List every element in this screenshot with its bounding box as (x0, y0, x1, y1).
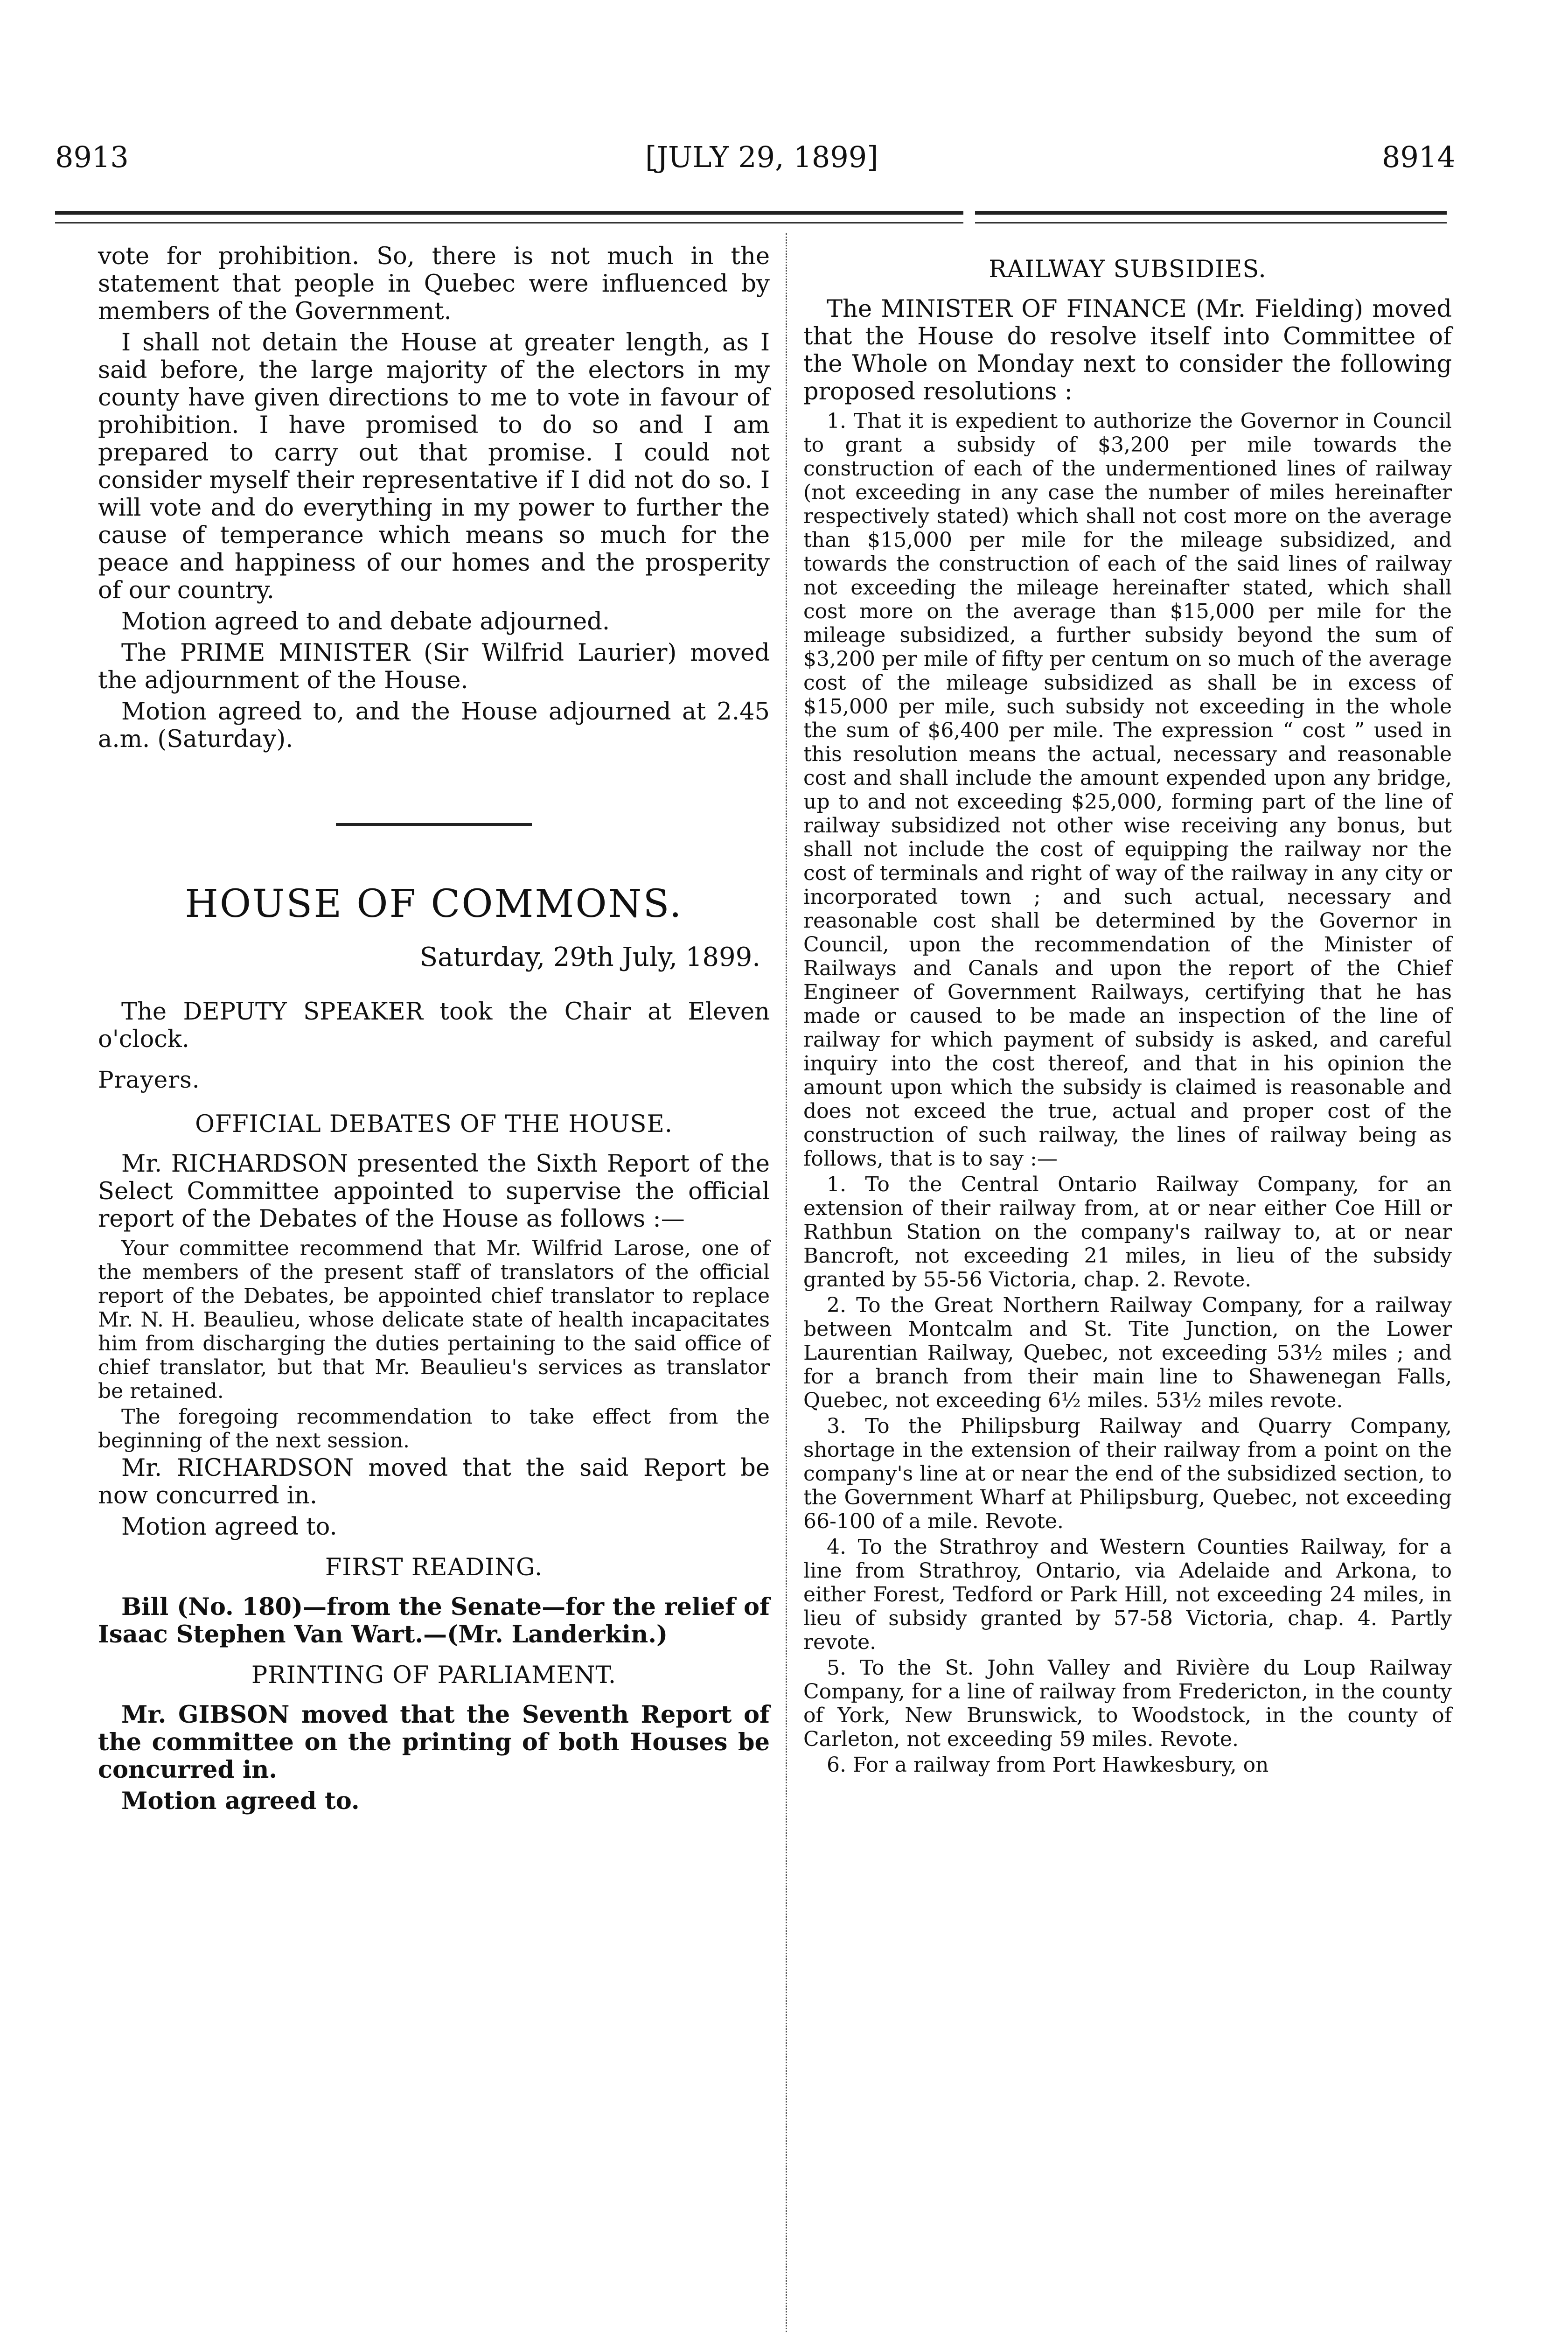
first-reading-heading: FIRST READING. (325, 1554, 543, 1581)
gibson-moved: Mr. GIBSON moved that the Seventh Report of the committee on the printing of both Houses be concurred in. (98, 1701, 770, 1784)
resolution-1: 1. That it is expedient to authorize the Governor in Council to grant a subsidy of $3,200 per mile towards the construction of each of the undermentioned lines of railway (not exceeding in any case the number of miles hereinafter respectively stated) which shall not cost more on the average than $15,000 per mile for the mileage subsidized, and towards the construction of each of the said lines of railway not exceeding the mileage hereinafter stated, which shall cost more on the average than $15,000 per mile for the mileage subsidized, a further subsidy beyond the sum of $3,200 per mile of fifty per centum on so much of the average cost of the mileage subsidized as shall be in excess of $15,000 per mile, such subsidy not exceeding in the whole the sum of $6,400 per mile. The expression “ cost ” used in this resolution means the actual, necessary and reasonable cost and shall include the amount expended upon any bridge, up to and not exceeding $25,000, forming part of the line of railway subsidized not other wise receiving any bonus, but shall not include the cost of equipping the railway nor the cost of terminals and right of way of the railway in any city or incorporated town ; and such actual, necessary and reasonable cost shall be determined by the Governor in Council, upon the recommendation of the Minister of Railways and Canals and upon the report of the Chief Engineer of Government Railways, certifying that he has made or caused to be made an inspection of the line of railway for which payment of subsidy is asked, and careful inquiry into the cost thereof, and that in his opinion the amount upon which the subsidy is claimed is reasonable and does not exceed the true, actual and proper cost of the construction of such railway, the lines of railway being as follows, that is to say :— (803, 409, 1452, 1171)
page-number-left: 8913 (55, 140, 129, 174)
railway-subsidies-heading: RAILWAY SUBSIDIES. (989, 256, 1267, 283)
paragraph-vote-for-prohibition: vote for prohibition. So, there is not much in the statement that people in Quebec were influenced by members of the Government. (98, 243, 770, 325)
left-column (98, 243, 770, 1819)
section-separator (336, 823, 532, 826)
bill-180: Bill (No. 180)—from the Senate—for the relief of Isaac Stephen Van Wart.—(Mr. Landerkin.) (98, 1593, 770, 1648)
page-date: [JULY 29, 1899] (645, 140, 878, 174)
motion-agreed-printing: Motion agreed to. (121, 1787, 360, 1815)
deputy-speaker-chair: The DEPUTY SPEAKER took the Chair at Eleven o'clock. (98, 998, 770, 1053)
railway-item-6: 6. For a railway from Port Hawkesbury, on (827, 1753, 1269, 1777)
motion-debate-adjourned: Motion agreed to and debate adjourned. (121, 608, 610, 636)
paragraph-shall-not-detain: I shall not detain the House at greater length, as I said before, the large majority of the electors in my county have given directions to me to vote in favour of prohibition. I have promised to do so and I am prepared to carry out that promise. I could not consider myself their representative if I did not do so. I will vote and do everything in my power to further the cause of temperance which means so much for the peace and happiness of our homes and the prosperity of our country. (98, 329, 770, 604)
header-rule-left (55, 211, 963, 215)
official-debates-heading: OFFICIAL DEBATES OF THE HOUSE. (195, 1111, 673, 1138)
column-divider (786, 233, 787, 2333)
richardson-presented-report: Mr. RICHARDSON presented the Sixth Report of the Select Committee appointed to supervise the official report of the Debates of the House as follows :— (98, 1150, 770, 1233)
minister-of-finance-moved: The MINISTER OF FINANCE (Mr. Fielding) moved that the House do resolve itself into Committee of the Whole on Monday next to consider the following proposed resolutions : (803, 295, 1452, 405)
railway-item-1: 1. To the Central Ontario Railway Company, for an extension of their railway from, at or near either Coe Hill or Rathbun Station on the company's railway to, at or near Bancroft, not exceeding 21 miles, in lieu of the subsidy granted by 55-56 Victoria, chap. 2. Revote. (803, 1173, 1452, 1292)
prime-minister-adjournment: The PRIME MINISTER (Sir Wilfrid Laurier) moved the adjournment of the House. (98, 639, 770, 694)
sitting-date: Saturday, 29th July, 1899. (419, 942, 760, 972)
railway-item-2: 2. To the Great Northern Railway Company, for a railway between Montcalm and St. Tite Junction, on the Lower Laurentian Railway, Quebec, not exceeding 53½ miles ; and for a branch from their main line to Shawenegan Falls, Quebec, not exceeding 6½ miles. 53½ miles revote. (803, 1293, 1452, 1412)
page-number-right: 8914 (1382, 140, 1456, 174)
foregoing-recommendation: The foregoing recommendation to take effect from the beginning of the next session. (98, 1405, 770, 1453)
header-rule-right-thin (975, 222, 1447, 224)
railway-item-5: 5. To the St. John Valley and Rivière du Loup Railway Company, for a line of railway from Fredericton, in the county of York, New Brunswick, to Woodstock, in the county of Carleton, not exceeding 59 miles. Revote. (803, 1656, 1452, 1751)
railway-item-3: 3. To the Philipsburg Railway and Quarry Company, shortage in the extension of their railway from a point on the company's line at or near the end of the subsidized section, to the Government Wharf at Philipsburg, Quebec, not exceeding 66-100 of a mile. Revote. (803, 1414, 1452, 1533)
motion-agreed: Motion agreed to. (121, 1513, 337, 1541)
header-rule-left-thin (55, 222, 963, 224)
prayers: Prayers. (98, 1066, 200, 1093)
motion-house-adjourned: Motion agreed to, and the House adjourned at 2.45 a.m. (Saturday). (98, 698, 770, 753)
right-column (803, 243, 1452, 1779)
richardson-moved: Mr. RICHARDSON moved that the said Report be now concurred in. (98, 1454, 770, 1509)
printing-of-parliament-heading: PRINTING OF PARLIAMENT. (251, 1662, 617, 1689)
committee-recommendation: Your committee recommend that Mr. Wilfrid Larose, one of the members of the present staff of translators of the official report of the Debates, be appointed chief translator to replace Mr. N. H. Beaulieu, whose delicate state of health incapacitates him from discharging the duties pertaining to the said office of chief translator, but that Mr. Beaulieu's services as translator be retained. (98, 1236, 770, 1403)
header-rule-right (975, 211, 1447, 215)
railway-item-4: 4. To the Strathroy and Western Counties Railway, for a line from Strathroy, Ontario, via Adelaide and Arkona, to either Forest, Tedford or Park Hill, not exceeding 24 miles, in lieu of subsidy granted by 57-58 Victoria, chap. 4. Partly revote. (803, 1535, 1452, 1654)
house-of-commons-title: HOUSE OF COMMONS. (185, 882, 683, 926)
